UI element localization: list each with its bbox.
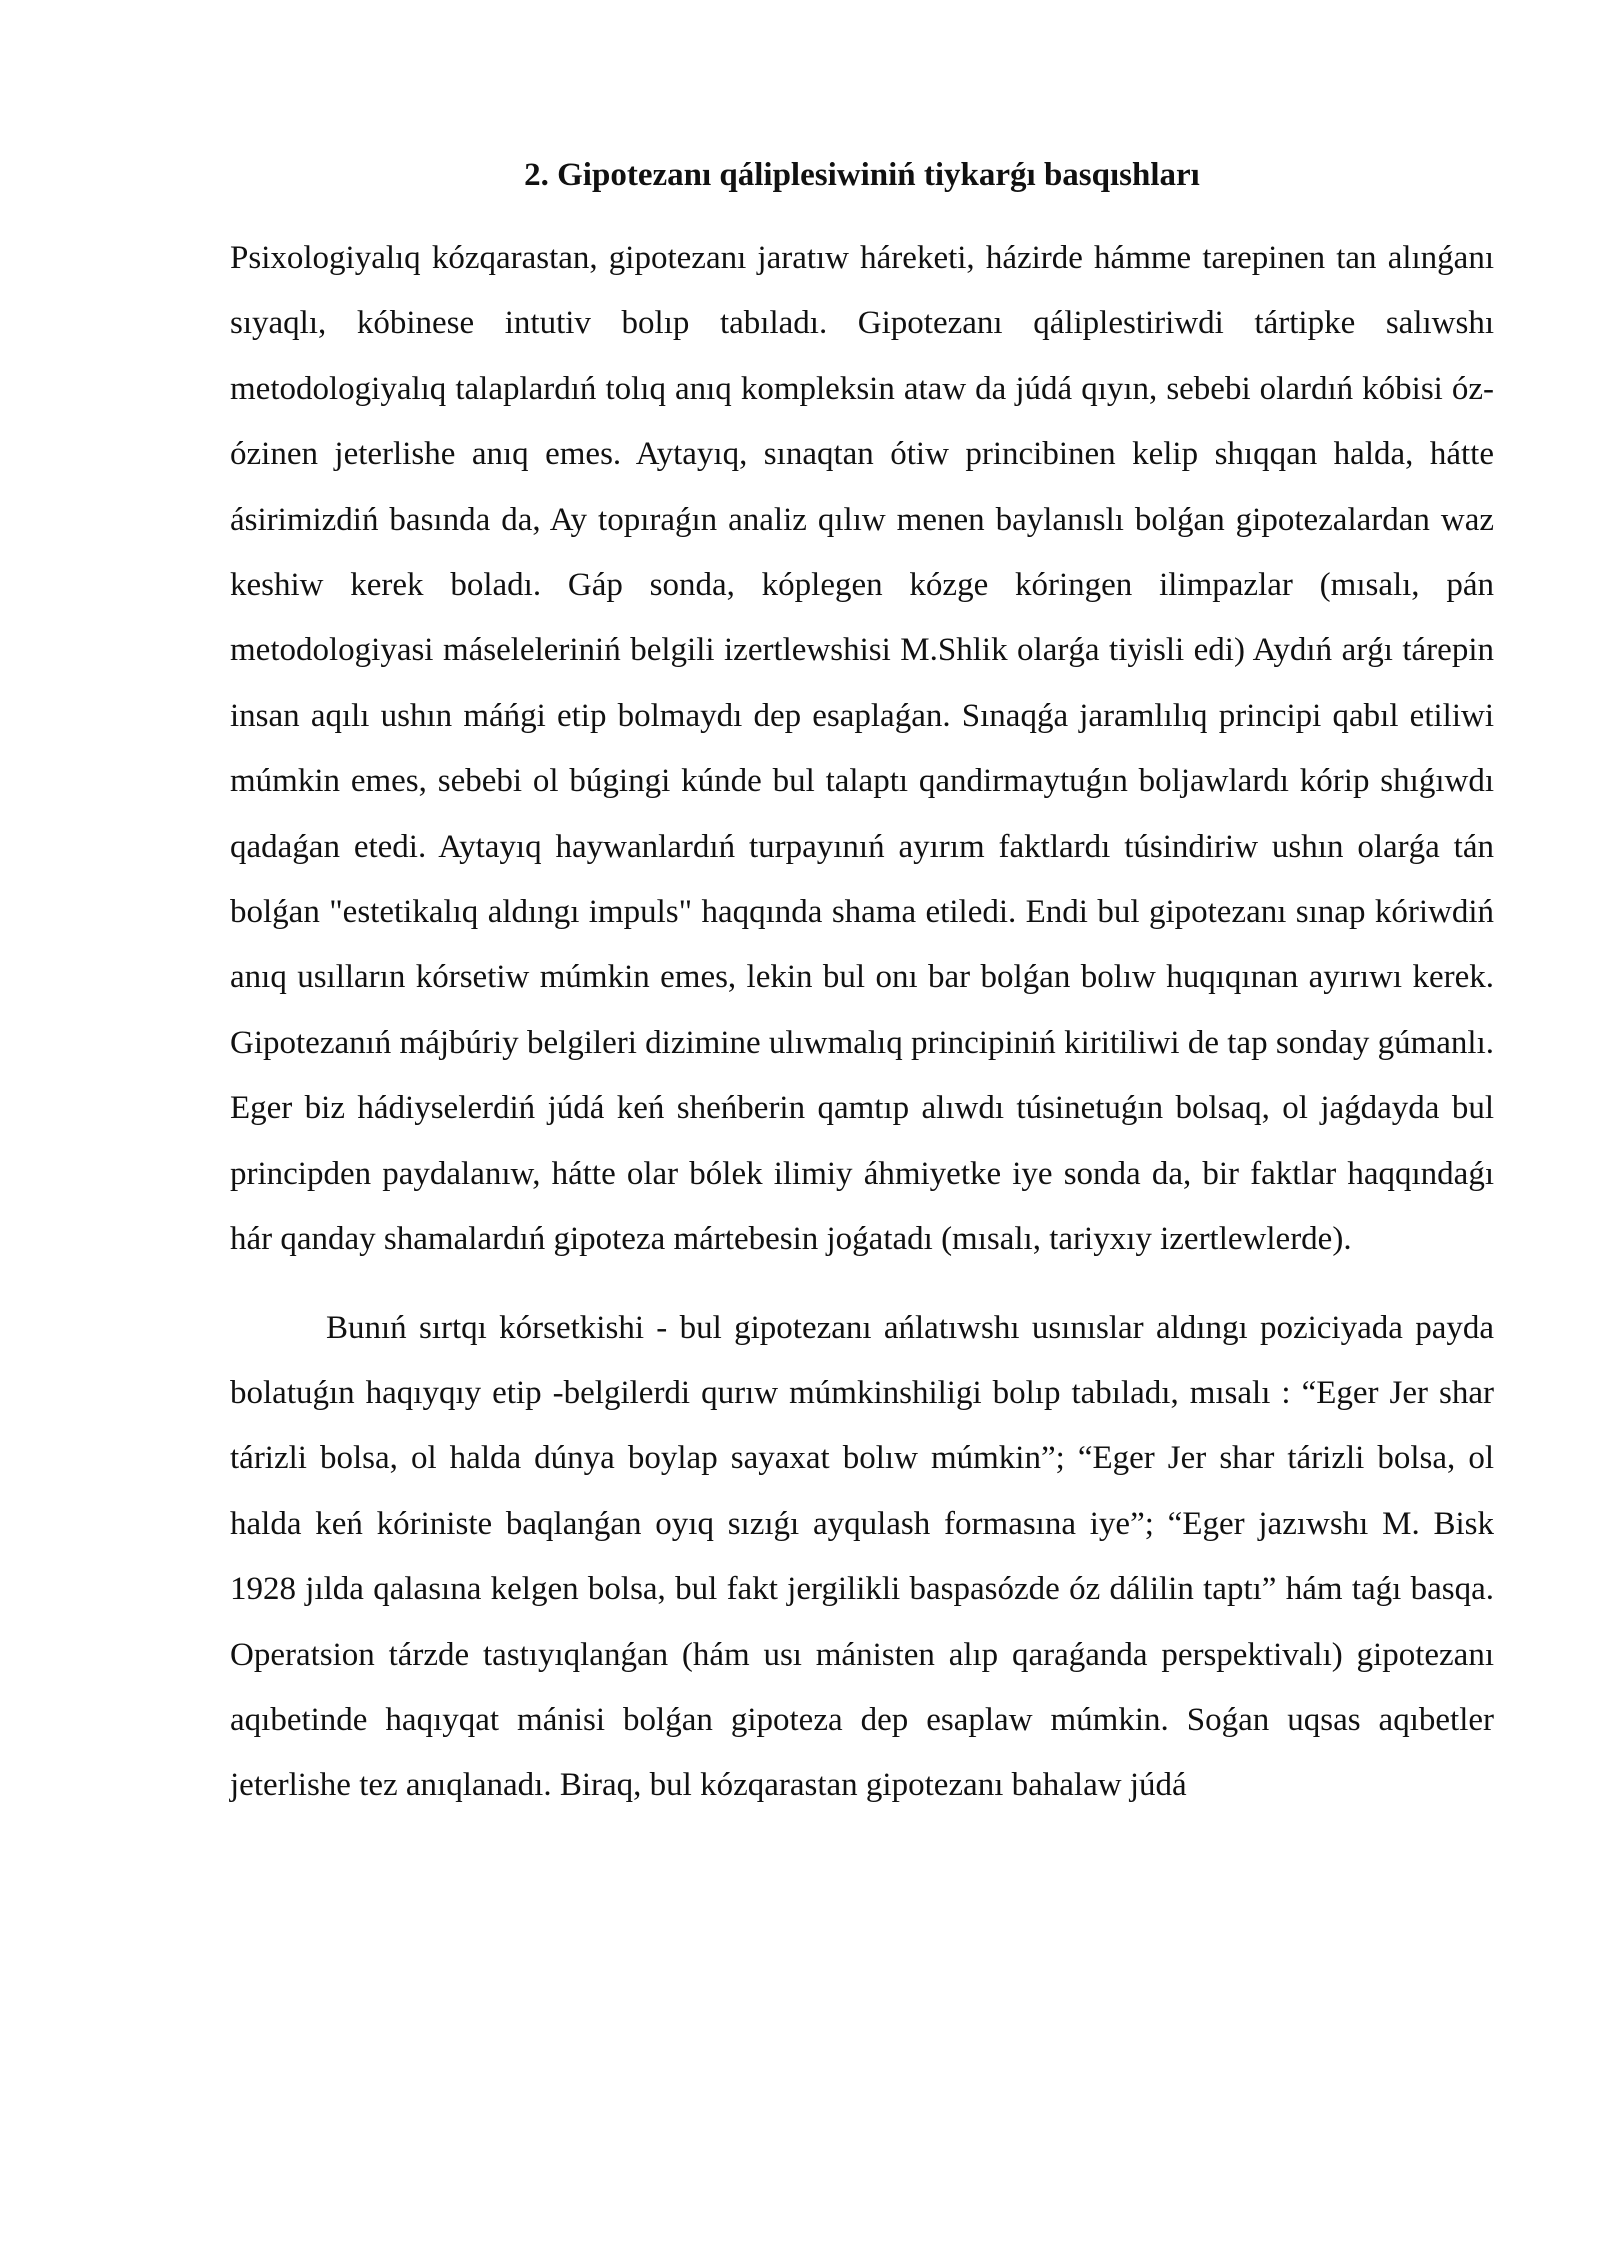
paragraph-1: Psixologiyalıq kózqarastan, gipotezanı jaratıw háreketi, házirde hámme tarepinen tan alınǵanı sıyaqlı, kóbinese intutiv bolıp tabıladı. Gipotezanı qáliplestiriwdi tártipke salıwshı metodologiyalıq talaplardıń tolıq anıq kompleksin ataw da júdá qıyın, sebebi olardıń kóbisi óz-ózinen jeterlishe anıq emes. Aytayıq, sınaqtan ótiw princibinen kelip shıqqan halda, hátte ásirimizdiń basında da, Ay topıraǵın analiz qılıw menen baylanıslı bolǵan gipotezalardan waz keshiw kerek boladı. Gáp sonda, kóplegen kózge kóringen ilimpazlar (mısalı, pán metodologiyasi máseleleriniń belgili izertlewshisi M.Shlik olarǵa tiyisli edi) Aydıń arǵı tárepin insan aqılı ushın máńgi etip bolmaydı dep esaplaǵan. Sınaqǵa jaramlılıq principi qabıl etiliwi múmkin emes, sebebi ol búgingi kúnde bul talaptı qandirmaytuǵın boljawlardı kórip shıǵıwdı qadaǵan etedi. Aytayıq haywanlardıń turpayınıń ayırım faktlardı túsindiriw ushın olarǵa tán bolǵan "estetikalıq aldıngı impuls" haqqında shama etiledi. Endi bul gipotezanı sınap kóriwdiń anıq usılların kórsetiw múmkin emes, lekin bul onı bar bolǵan bolıw huqıqınan ayırıwı kerek. Gipotezanıń májbúriy belgileri dizimine ulıwmalıq principiniń kiritiliwi de tap sonday gúmanlı. Eger biz hádiyselerdiń júdá keń sheńberin qamtıp alıwdı túsinetuǵın bolsaq, ol jaǵdayda bul principden paydalanıw, hátte olar bólek ilimiy áhmiyetke iye sonda da, bir faktlar haqqındaǵı hár qanday shamalardıń gipoteza mártebesin joǵatadı (mısalı, tariyxıy izertlewlerde). xyxy=(230,240,1494,1258)
section-heading: 2. Gipotezanı qáliplesiwiniń tiykarǵı basqıshları xyxy=(524,157,1200,193)
document-page xyxy=(230,150,1494,1819)
paragraph-2: Bunıń sırtqı kórsetkishi - bul gipotezanı ańlatıwshı usınıslar aldıngı poziciyada payda bolatuǵın haqıyqıy etip -belgilerdi qurıw múmkinshiligi bolıp tabıladı, mısalı : “Eger Jer shar tárizli bolsa, ol halda dúnya boylap sayaxat bolıw múmkin”; “Eger Jer shar tárizli bolsa, ol halda keń kóriniste baqlanǵan oyıq sızıǵı ayqulash formasına iye”; “Eger jazıwshı M. Bisk 1928 jılda qalasına kelgen bolsa, bul fakt jergilikli baspasózde óz dálilin taptı” hám taǵı basqa. Operatsion tárzde tastıyıqlanǵan (hám usı mánisten alıp qaraǵanda perspektivalı) gipotezanı aqıbetinde haqıyqat mánisi bolǵan gipoteza dep esaplaw múmkin. Soǵan uqsas aqıbetler jeterlishe tez anıqlanadı. Biraq, bul kózqarastan gipotezanı bahalaw júdá xyxy=(230,1309,1494,1804)
